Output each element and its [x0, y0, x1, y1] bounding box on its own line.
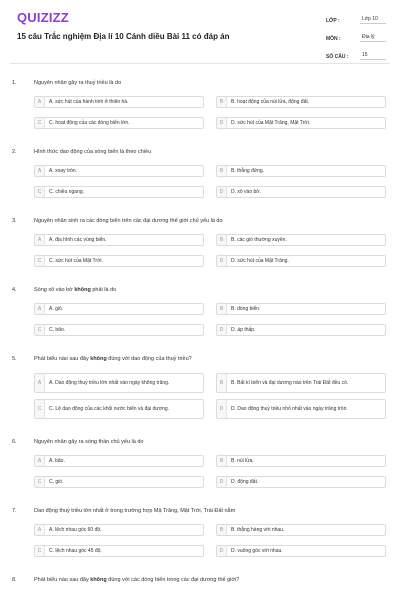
meta-key: MÔN :	[326, 36, 341, 42]
option-letter-badge: A	[35, 166, 45, 176]
meta-value: Địa lý	[360, 34, 386, 42]
option-label: A.	[49, 457, 54, 464]
question-text-part: Hình thức dao động của sóng biển là theo chiều	[34, 149, 152, 155]
option-letter-badge: B	[217, 304, 227, 314]
option-label: A.	[49, 526, 54, 533]
option-label: C.	[49, 405, 54, 412]
option-body: dòng biển.	[237, 305, 261, 312]
question-text	[34, 80, 374, 86]
option-letter-badge: D	[217, 477, 227, 487]
option-label: D.	[231, 188, 236, 195]
answer-option-a[interactable]	[34, 524, 204, 536]
option-text	[227, 99, 313, 106]
meta-key: SỐ CÂU :	[326, 54, 349, 60]
option-letter-badge: B	[217, 235, 227, 245]
option-label: D.	[231, 119, 236, 126]
option-text	[45, 168, 81, 175]
question-number: 6.	[12, 439, 17, 445]
option-label: D.	[231, 405, 236, 412]
question-number: 1.	[12, 80, 17, 86]
option-label: C.	[49, 188, 54, 195]
option-body: vuông góc với nhau.	[237, 547, 283, 554]
option-body: động đất.	[237, 478, 259, 485]
option-label: B.	[231, 167, 236, 174]
option-body: Dao động thuỷ triều lớn nhất vào ngày không trăng.	[55, 379, 170, 386]
option-text	[227, 237, 291, 244]
question-text-emphasis: không	[90, 577, 107, 583]
option-body: chiều ngang.	[55, 188, 85, 195]
option-text	[227, 306, 264, 313]
answer-option-c[interactable]	[34, 324, 204, 336]
meta-key: LỚP :	[326, 18, 340, 24]
page-title: 15 câu Trắc nghiệm Địa lí 10 Cánh diều Bài 11 có đáp án	[17, 32, 230, 41]
option-body: áp thấp.	[237, 326, 256, 333]
option-label: B.	[231, 379, 236, 386]
question-text-part: đúng với các dòng biển trong các đại dương thế giới?	[106, 577, 240, 583]
option-letter-badge: C	[35, 325, 45, 335]
answer-option-b[interactable]	[216, 373, 386, 393]
option-body: sức hút của Mặt Trăng, Mặt Trời.	[237, 119, 311, 126]
option-letter-badge: C	[35, 546, 45, 556]
option-text	[45, 458, 69, 465]
answer-option-c[interactable]	[34, 186, 204, 198]
answer-option-a[interactable]	[34, 165, 204, 177]
question-text-emphasis: không	[90, 356, 107, 362]
quizizz-logo: QUIZIZZ	[17, 10, 69, 25]
option-letter-badge: C	[35, 187, 45, 197]
option-text	[45, 327, 69, 334]
question-text	[34, 439, 374, 445]
option-letter-badge: A	[35, 235, 45, 245]
option-letter-badge: D	[217, 325, 227, 335]
question-text-part: Nguyên nhân gây ra thuỷ triều là do	[34, 80, 122, 86]
option-label: C.	[49, 547, 54, 554]
option-text	[227, 548, 287, 555]
answer-option-d[interactable]	[216, 186, 386, 198]
option-letter-badge: D	[217, 256, 227, 266]
option-body: các gió thường xuyên.	[237, 236, 287, 243]
option-body: hoạt động của núi lửa, động đất.	[237, 98, 310, 105]
option-label: B.	[231, 98, 236, 105]
option-label: A.	[49, 305, 54, 312]
option-letter-badge: B	[217, 374, 227, 392]
option-text	[45, 258, 107, 265]
option-text	[45, 548, 106, 555]
answer-option-c[interactable]	[34, 117, 204, 129]
option-body: xô vào bờ.	[237, 188, 261, 195]
meta-row-subject	[326, 28, 386, 42]
question-text-part: Nguyên nhân gây ra sóng thần chủ yếu là do	[34, 439, 144, 445]
answer-option-d[interactable]	[216, 399, 386, 419]
option-letter-badge: C	[35, 477, 45, 487]
option-letter-badge: B	[217, 97, 227, 107]
option-letter-badge: A	[35, 525, 45, 535]
option-letter-badge: D	[217, 118, 227, 128]
answer-option-b[interactable]	[216, 524, 386, 536]
option-label: D.	[231, 326, 236, 333]
option-text	[227, 479, 262, 486]
answer-option-c[interactable]	[34, 399, 204, 419]
answer-option-a[interactable]	[34, 234, 204, 246]
option-label: A.	[49, 236, 54, 243]
option-letter-badge: A	[35, 456, 45, 466]
option-body: Dao động thuỷ triều nhỏ nhất vào ngày trăng tròn.	[237, 405, 348, 412]
option-body: Lệ dao động của các khối nước biển và đại dương.	[55, 405, 169, 412]
question-text-part: Nguyên nhân sinh ra các dòng biển trên các đại dương thế giới chủ yếu là do	[34, 218, 223, 224]
answer-option-b[interactable]	[216, 455, 386, 467]
meta-row-count	[326, 46, 386, 60]
answer-option-d[interactable]	[216, 255, 386, 267]
question-number: 8.	[12, 577, 17, 583]
option-body: thẳng hàng với nhau.	[237, 526, 285, 533]
answer-option-d[interactable]	[216, 324, 386, 336]
option-body: gió.	[55, 478, 64, 485]
option-letter-badge: D	[217, 187, 227, 197]
answer-option-b[interactable]	[216, 234, 386, 246]
option-text	[227, 258, 293, 265]
answer-option-a[interactable]	[34, 455, 204, 467]
question-text-part: phải là do	[90, 287, 117, 293]
worksheet-header	[0, 0, 400, 64]
option-text	[227, 327, 259, 334]
option-body: địa hình các vùng biển.	[55, 236, 107, 243]
option-text	[227, 120, 314, 127]
option-body: bão.	[55, 326, 66, 333]
meta-value: 15	[360, 52, 386, 60]
option-body: lệch nhau góc 60 độ.	[55, 526, 102, 533]
question-text	[34, 149, 374, 155]
question-number: 4.	[12, 287, 17, 293]
answer-option-c[interactable]	[34, 545, 204, 557]
question-text-part: Phát biểu nào sau đây	[34, 356, 91, 362]
option-text	[45, 120, 134, 127]
meta-value: Lớp 10	[360, 16, 386, 24]
answer-option-b[interactable]	[216, 303, 386, 315]
question-text-part: Phát biểu nào sau đây	[34, 577, 91, 583]
answer-option-d[interactable]	[216, 117, 386, 129]
option-letter-badge: B	[217, 456, 227, 466]
answer-option-d[interactable]	[216, 476, 386, 488]
question-text	[34, 508, 374, 514]
option-text	[45, 479, 67, 486]
option-letter-badge: C	[35, 256, 45, 266]
option-label: B.	[231, 305, 236, 312]
option-body: sức hút của Mặt Trăng.	[237, 257, 289, 264]
answer-option-b[interactable]	[216, 96, 386, 108]
option-body: gió.	[55, 305, 64, 312]
option-label: D.	[231, 547, 236, 554]
option-body: thẳng đứng.	[237, 167, 265, 174]
option-letter-badge: B	[217, 166, 227, 176]
option-text	[227, 168, 268, 175]
answer-option-c[interactable]	[34, 476, 204, 488]
option-label: D.	[231, 478, 236, 485]
option-label: A.	[49, 98, 54, 105]
option-letter-badge: C	[35, 118, 45, 128]
option-text	[45, 237, 111, 244]
option-letter-badge: A	[35, 97, 45, 107]
meta-panel	[326, 10, 386, 64]
answer-option-a[interactable]	[34, 303, 204, 315]
question-text	[34, 577, 374, 583]
option-body: núi lửa.	[237, 457, 254, 464]
question-text	[34, 218, 374, 224]
option-body: xoay tròn.	[55, 167, 78, 174]
option-text	[227, 458, 258, 465]
option-body: hoạt động của các dòng biển lớn.	[55, 119, 130, 126]
option-letter-badge: D	[217, 546, 227, 556]
question-number: 2.	[12, 149, 17, 155]
option-label: D.	[231, 257, 236, 264]
option-label: C.	[49, 478, 54, 485]
option-label: A.	[49, 167, 54, 174]
option-label: C.	[49, 257, 54, 264]
option-text	[45, 380, 173, 387]
option-text	[227, 406, 352, 413]
option-text	[227, 380, 352, 387]
option-label: C.	[49, 326, 54, 333]
option-label: B.	[231, 457, 236, 464]
answer-option-d[interactable]	[216, 545, 386, 557]
option-text	[227, 527, 288, 534]
option-label: C.	[49, 119, 54, 126]
question-number: 3.	[12, 218, 17, 224]
option-text	[45, 527, 106, 534]
question-text-part: đúng với dao động của thuỷ triều?	[106, 356, 192, 362]
option-body: sức hút của hành tinh ở thiên hà.	[55, 98, 129, 105]
option-letter-badge: D	[217, 400, 227, 418]
header-divider	[10, 63, 390, 64]
answer-option-b[interactable]	[216, 165, 386, 177]
option-text	[45, 306, 67, 313]
question-number: 7.	[12, 508, 17, 514]
question-text	[34, 287, 374, 293]
option-text	[227, 189, 265, 196]
answer-option-a[interactable]	[34, 96, 204, 108]
question-text-emphasis: không	[74, 287, 91, 293]
option-label: B.	[231, 236, 236, 243]
option-label: A.	[49, 379, 54, 386]
question-text-part: Sóng xô vào bờ	[34, 287, 75, 293]
option-body: sức hút của Mặt Trời.	[55, 257, 103, 264]
answer-option-c[interactable]	[34, 255, 204, 267]
question-number: 5.	[12, 356, 17, 362]
option-body: bão.	[55, 457, 65, 464]
option-text	[45, 99, 132, 106]
meta-row-grade	[326, 10, 386, 24]
option-letter-badge: A	[35, 374, 45, 392]
question-text	[34, 356, 374, 362]
option-text	[45, 189, 88, 196]
option-text	[45, 406, 173, 413]
option-letter-badge: B	[217, 525, 227, 535]
question-text-part: Dao động thuỷ triều lớn nhất ở trong trường hợp Mặ Trăng, Mặt Trời, Trái Đất nằm	[34, 508, 236, 514]
option-label: B.	[231, 526, 236, 533]
answer-option-a[interactable]	[34, 373, 204, 393]
option-body: Bất kì biển và đại dương nào trên Trái Đất đều có.	[237, 379, 349, 386]
option-letter-badge: C	[35, 400, 45, 418]
option-letter-badge: A	[35, 304, 45, 314]
option-body: lệch nhau góc 45 độ.	[55, 547, 102, 554]
